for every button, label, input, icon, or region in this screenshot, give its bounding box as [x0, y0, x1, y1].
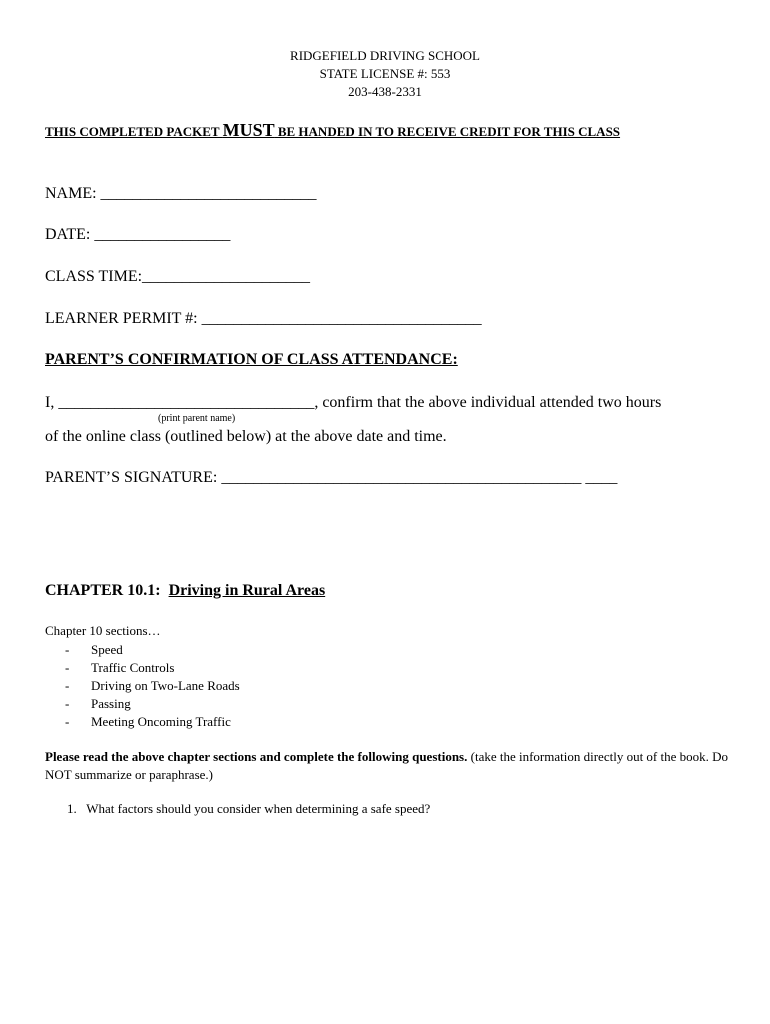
notice-must: MUST [222, 120, 275, 140]
section-label: Passing [91, 696, 131, 711]
parent-signature-field: PARENT’S SIGNATURE: _____________________________________________ ____ [45, 469, 618, 486]
section-label: Meeting Oncoming Traffic [91, 714, 231, 729]
instructions [45, 748, 735, 784]
parent-confirmation-line-2: of the online class (outlined below) at the above date and time. [45, 428, 447, 445]
list-item: - Driving on Two-Lane Roads [65, 678, 240, 693]
parent-confirmation-heading: PARENT’S CONFIRMATION OF CLASS ATTENDANCE: [45, 351, 458, 368]
sections-intro: Chapter 10 sections… [45, 623, 161, 638]
submission-notice [45, 120, 620, 141]
chapter-number: CHAPTER 10.1: [45, 582, 161, 599]
phone-number: 203-438-2331 [348, 84, 422, 99]
section-label: Traffic Controls [91, 660, 175, 675]
question-number: 1. [67, 801, 77, 816]
class-time-field: CLASS TIME:_____________________ [45, 268, 311, 285]
list-item: - Passing [65, 696, 131, 711]
instructions-normal: (take the information directly out of the book. Do NOT summarize or paraphrase.) [45, 749, 729, 782]
instructions-bold: Please read the above chapter sections and complete the following questions. [45, 749, 468, 764]
school-name: RIDGEFIELD DRIVING SCHOOL [290, 48, 480, 63]
parent-confirmation-line-1: I, ________________________________, confirm that the above individual attended two hours [45, 394, 662, 411]
list-item: - Speed [65, 642, 123, 657]
section-label: Driving on Two-Lane Roads [91, 678, 240, 693]
notice-part-2: BE HANDED IN TO RECEIVE CREDIT FOR THIS CLASS [274, 124, 621, 139]
section-label: Speed [91, 642, 123, 657]
question-text: What factors should you consider when determining a safe speed? [86, 801, 431, 816]
name-field: NAME: ___________________________ [45, 185, 317, 202]
question-1 [67, 801, 430, 817]
chapter-heading [45, 582, 325, 600]
list-item: - Traffic Controls [65, 660, 175, 675]
notice-part-1: THIS COMPLETED PACKET [45, 124, 223, 139]
learner-permit-field: LEARNER PERMIT #: ___________________________________ [45, 310, 482, 327]
state-license: STATE LICENSE #: 553 [319, 66, 451, 81]
list-item: - Meeting Oncoming Traffic [65, 714, 231, 729]
date-field: DATE: _________________ [45, 226, 231, 243]
sections-list [45, 641, 240, 731]
chapter-title: Driving in Rural Areas [168, 582, 326, 599]
print-parent-name-hint: (print parent name) [158, 413, 236, 424]
